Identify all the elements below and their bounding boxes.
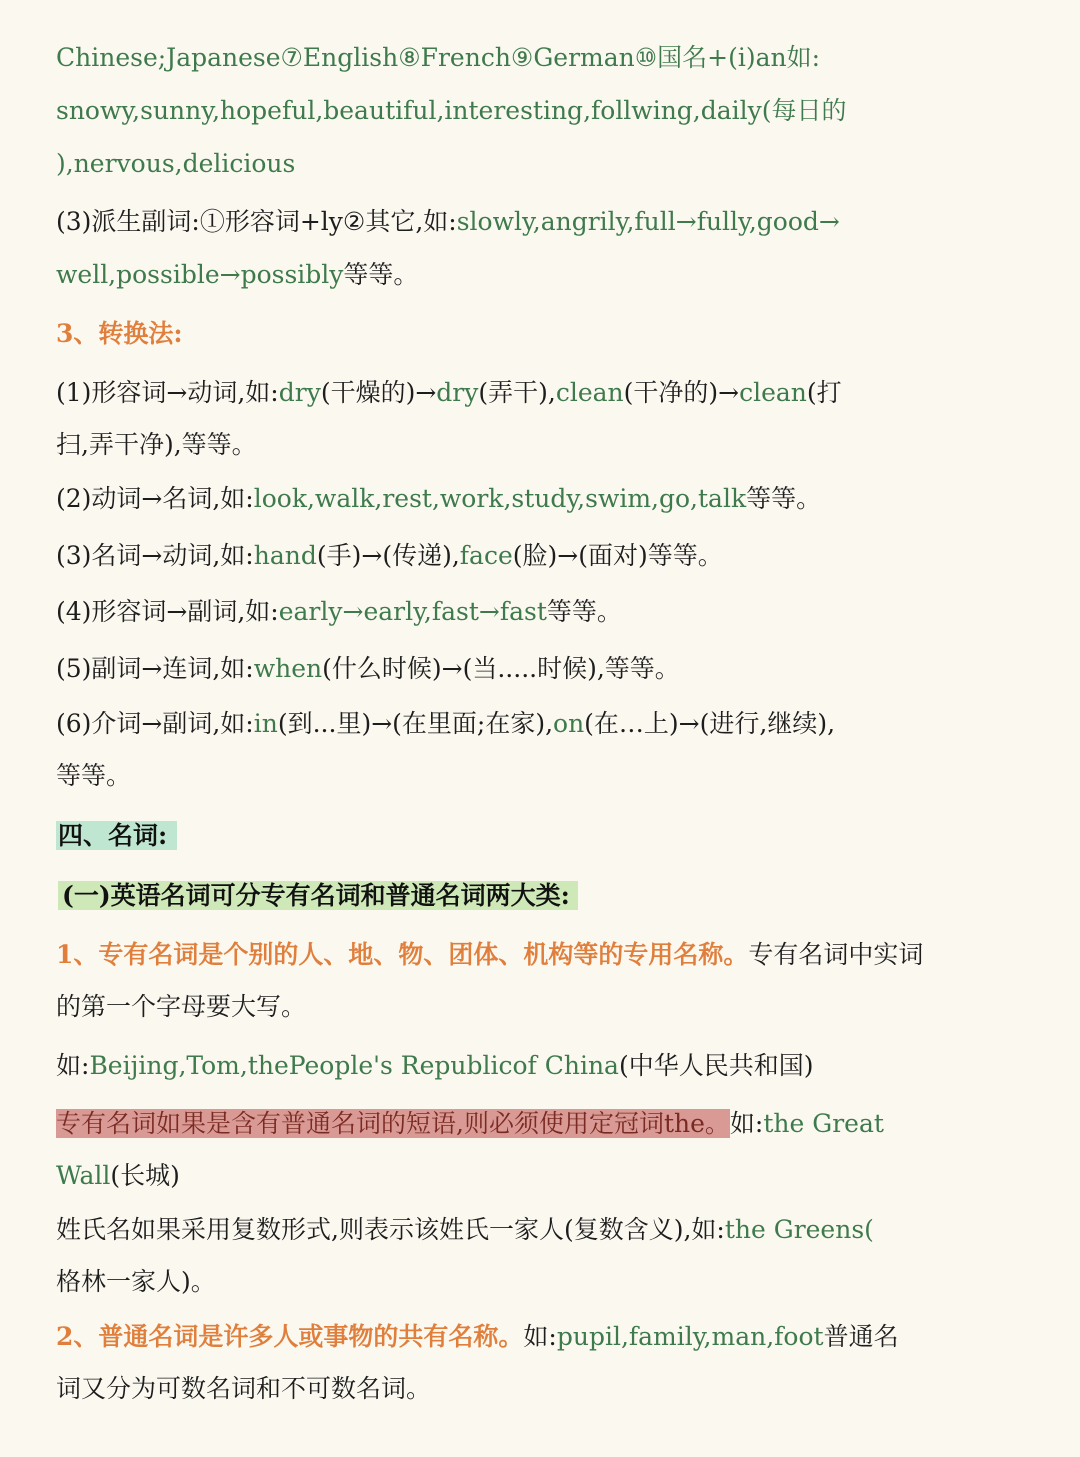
text-line-4 (56, 204, 840, 240)
body-text: (打 (806, 378, 842, 407)
example-word: in (253, 709, 278, 738)
body-text: (3)派生副词:①形容词+ly②其它,如: (56, 207, 457, 236)
example-word: on (553, 709, 585, 738)
paragraph-common-nouns-cont (56, 1371, 431, 1407)
body-text: 等等。 (56, 761, 132, 790)
body-text: (在…上)→(进行,继续), (584, 709, 836, 738)
example-words: the Greens( (724, 1215, 874, 1244)
paragraph-proper-nouns (56, 937, 923, 973)
body-text: (脸)→(面对)等等。 (512, 541, 723, 570)
conversion-item-6 (56, 706, 835, 742)
example-words: Beijing,Tom,thePeople's Republicof China (89, 1051, 619, 1080)
body-text: 等等。 (546, 597, 622, 626)
example-words: slowly,angrily,full→fully,good→ (456, 207, 840, 236)
surname-plural-rule (56, 1212, 874, 1248)
body-text: 词又分为可数名词和不可数名词。 (56, 1374, 432, 1403)
example-words: ),nervous,delicious (56, 149, 296, 178)
conversion-item-2 (56, 481, 821, 517)
text-line-2 (56, 93, 847, 129)
subsection-heading-1 (58, 878, 578, 914)
body-text: 如: (523, 1322, 557, 1351)
example-words: the Great (763, 1109, 884, 1138)
example-words: Chinese;Japanese⑦English⑧French⑨German⑩国名+(i)an如: (56, 43, 821, 72)
highlighted-rule: 专有名词如果是含有普通名词的短语,则必须使用定冠词the。 (56, 1109, 730, 1138)
heading-text: 四、名词: (56, 821, 177, 850)
body-text: (3)名词→动词,如: (56, 541, 254, 570)
section-heading-3 (56, 316, 183, 352)
body-text: (长城) (110, 1161, 180, 1190)
conversion-item-1 (56, 375, 842, 411)
body-text: (干燥的)→ (320, 378, 437, 407)
body-text: (4)形容词→副词,如: (56, 597, 279, 626)
text-line-3 (56, 146, 295, 182)
example-word: clean (555, 378, 624, 407)
example-word: when (253, 654, 323, 683)
body-text: (干净的)→ (623, 378, 740, 407)
body-text: (什么时候)→(当.....时候),等等。 (322, 654, 680, 683)
conversion-item-6-cont (56, 758, 131, 794)
example-words: snowy,sunny,hopeful,beautiful,interesting,follwing,daily(每日的 (56, 96, 847, 125)
heading-text: (一)英语名词可分专有名词和普通名词两大类: (58, 881, 578, 910)
example-word: dry (278, 378, 321, 407)
body-text: 的第一个字母要大写。 (56, 992, 307, 1021)
conversion-item-5 (56, 651, 680, 687)
example-words: pupil,family,man,foot (556, 1322, 824, 1351)
body-text: 普通名 (823, 1322, 899, 1351)
body-text: 如: (729, 1109, 764, 1138)
body-text: (1)形容词→动词,如: (56, 378, 279, 407)
body-text: (中华人民共和国) (618, 1051, 814, 1080)
example-words: well,possible→possibly (56, 260, 344, 289)
example-word: Wall (56, 1161, 111, 1190)
section-heading-nouns (56, 818, 177, 854)
body-text: 姓氏名如果采用复数形式,则表示该姓氏一家人(复数含义),如: (56, 1215, 725, 1244)
body-text: (到...里)→(在里面;在家), (277, 709, 554, 738)
text-line-1 (56, 40, 820, 76)
heading-text: 3、转换法: (56, 319, 183, 348)
body-text: (6)介词→副词,如: (56, 709, 254, 738)
body-text: 等等。 (746, 484, 822, 513)
article-rule-cont (56, 1158, 180, 1194)
example-words: early→early,fast→fast (278, 597, 547, 626)
paragraph-common-nouns (56, 1319, 899, 1355)
example-word: dry (436, 378, 479, 407)
body-text: 扫,弄干净),等等。 (56, 430, 257, 459)
key-point: 2、普通名词是许多人或事物的共有名称。 (56, 1322, 524, 1351)
body-text: 格林一家人)。 (56, 1267, 216, 1296)
body-text: 等等。 (343, 260, 419, 289)
body-text: 专有名词中实词 (748, 940, 924, 969)
body-text: (手)→(传递), (316, 541, 460, 570)
body-text: (弄干), (478, 378, 556, 407)
example-word: face (459, 541, 513, 570)
example-word: clean (739, 378, 807, 407)
key-point: 1、专有名词是个别的人、地、物、团体、机构等的专用名称。 (56, 940, 749, 969)
proper-noun-examples (56, 1048, 813, 1084)
article-rule (56, 1106, 884, 1142)
paragraph-proper-nouns-cont (56, 989, 306, 1025)
example-word: hand (253, 541, 317, 570)
body-text: (2)动词→名词,如: (56, 484, 254, 513)
conversion-item-1-cont (56, 427, 257, 463)
text-line-5 (56, 257, 418, 293)
conversion-item-4 (56, 594, 622, 630)
conversion-item-3 (56, 538, 723, 574)
surname-plural-rule-cont (56, 1264, 216, 1300)
body-text: (5)副词→连词,如: (56, 654, 254, 683)
body-text: 如: (56, 1051, 90, 1080)
example-words: look,walk,rest,work,study,swim,go,talk (253, 484, 747, 513)
